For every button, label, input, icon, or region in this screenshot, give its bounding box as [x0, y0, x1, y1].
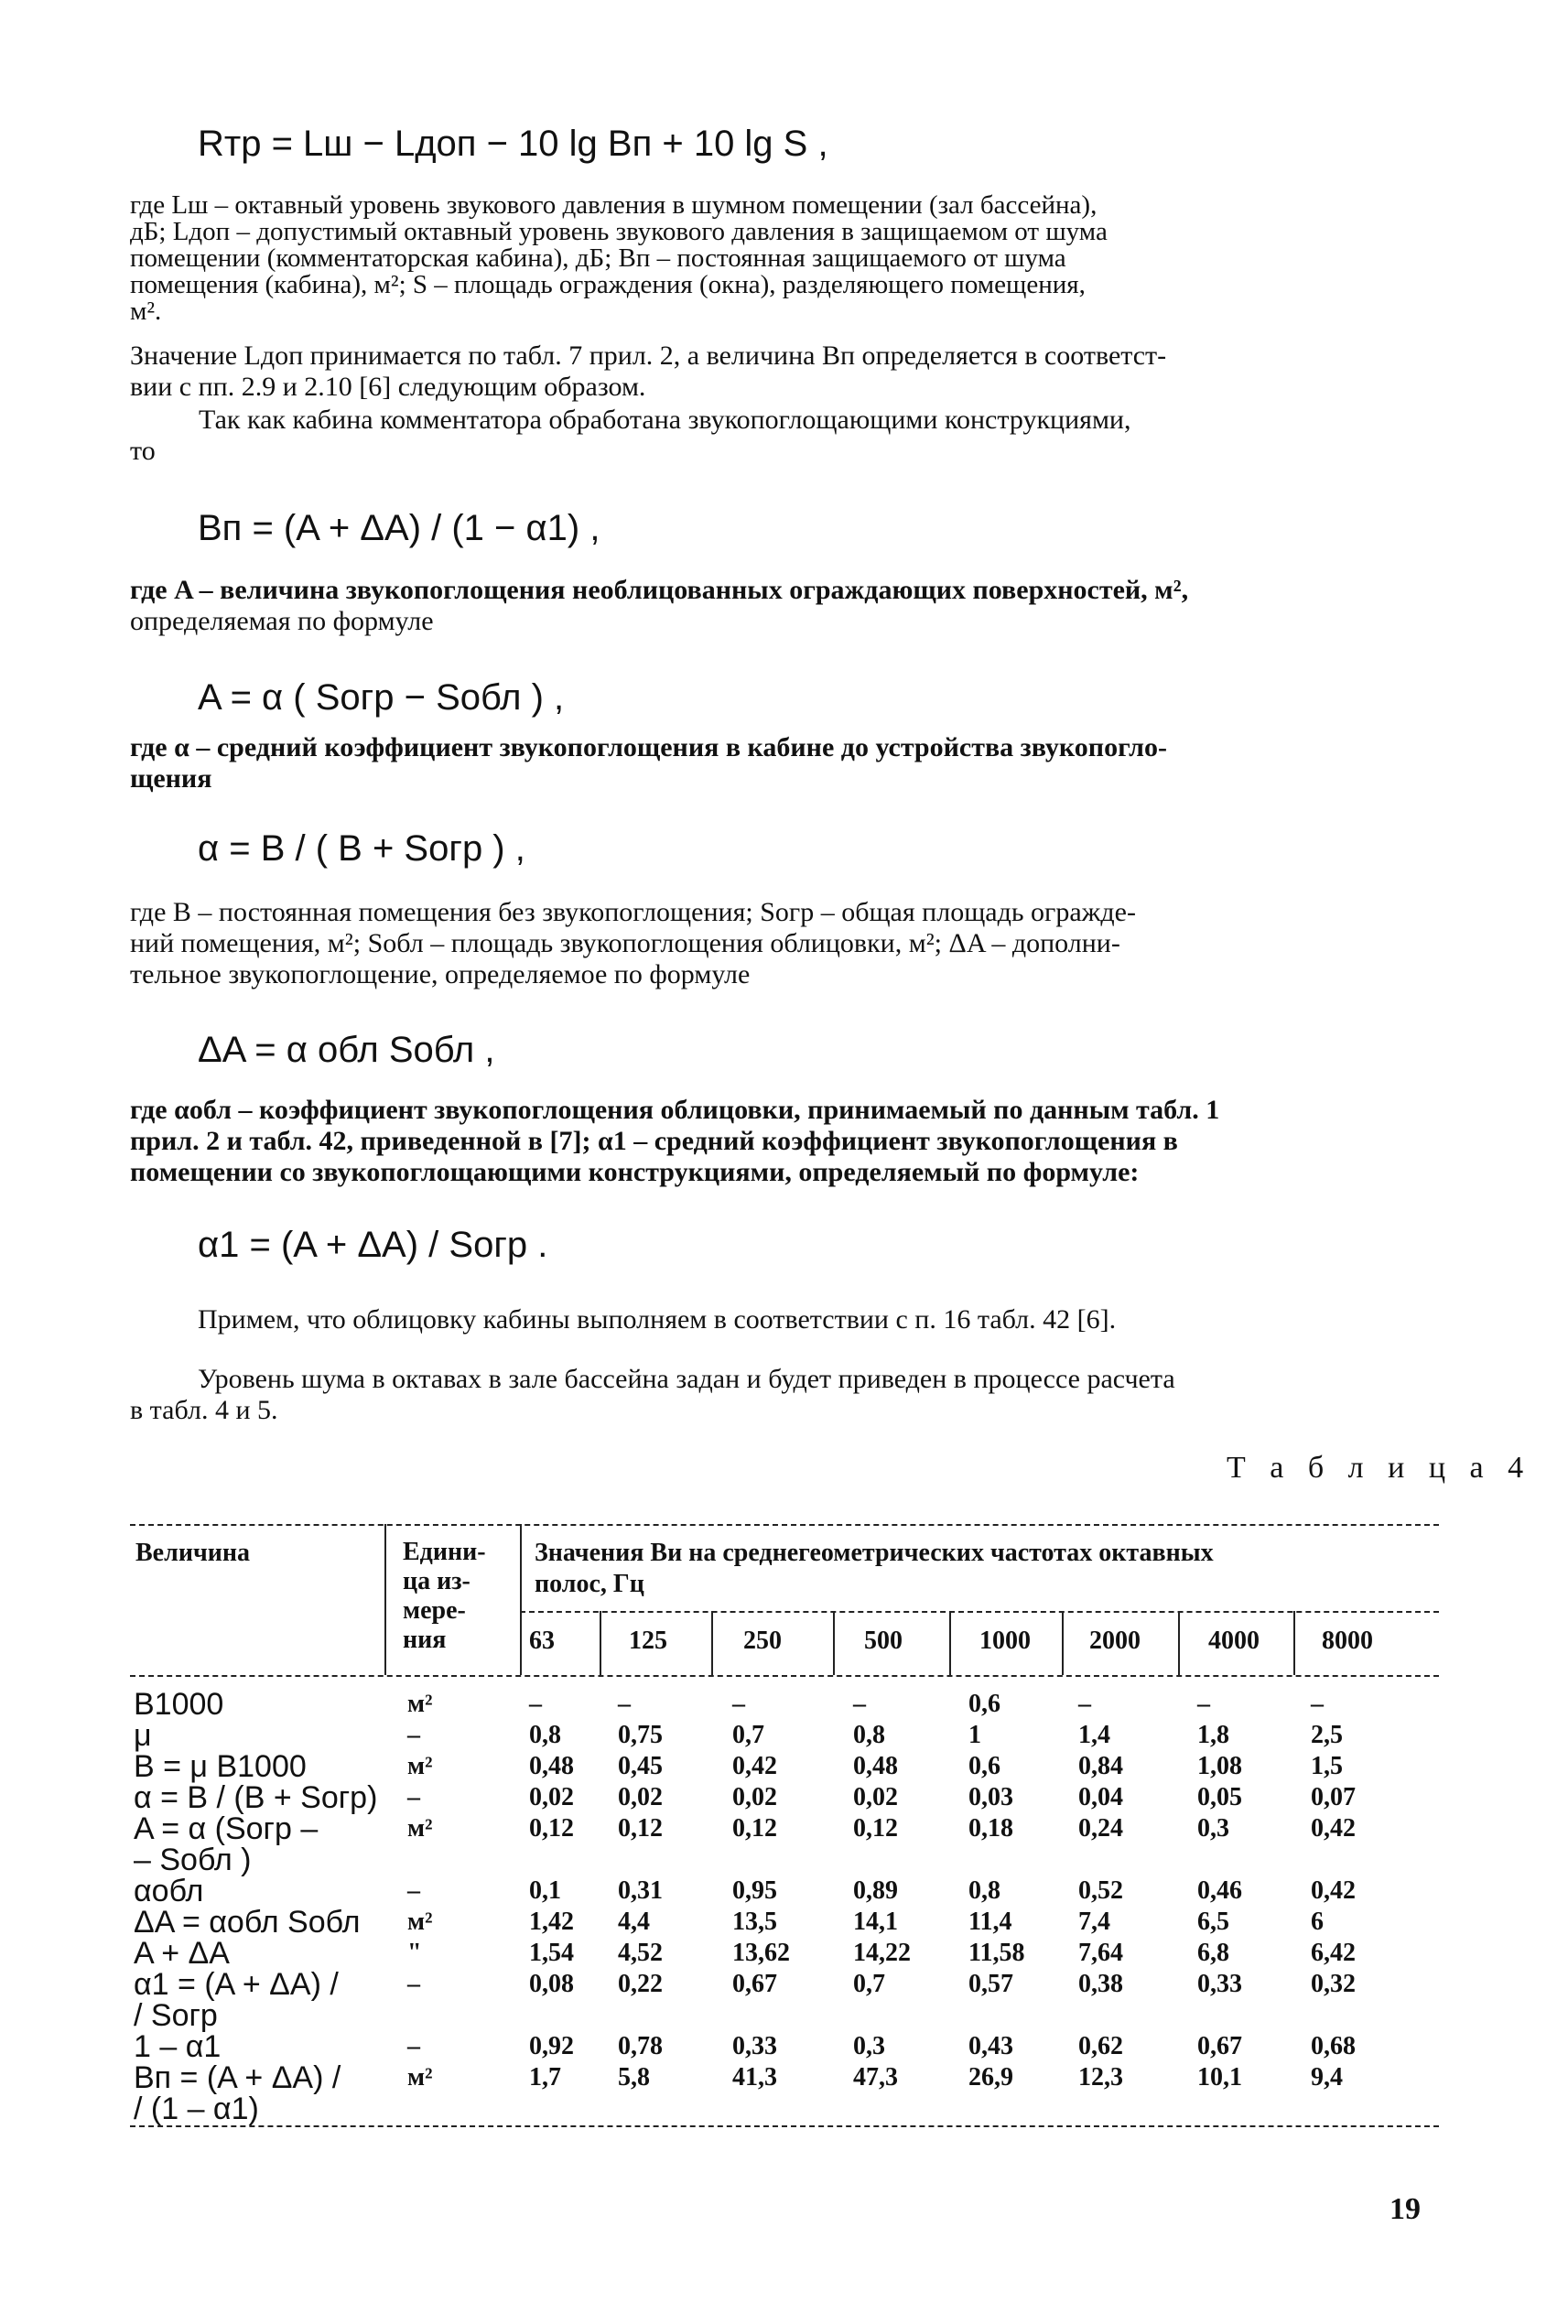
- text-line: Уровень шума в октавах в зале бассейна задан и будет приведен в процессе расчета: [198, 1364, 1175, 1394]
- row-label: [134, 1813, 318, 1875]
- row-label-line: 1 – α1: [134, 2029, 222, 2064]
- table-cell: 0,02: [732, 1783, 777, 1811]
- row-label: [134, 1907, 360, 1938]
- text-line: м².: [130, 297, 162, 326]
- table-cell: 0,12: [529, 1814, 574, 1843]
- table-cell: 0,33: [732, 2032, 777, 2060]
- table-cell: 11,58: [968, 1939, 1025, 1967]
- formula-rtr: Rтр = Lш − Lдоп − 10 lg Bп + 10 lg S ,: [198, 124, 828, 164]
- table-cell: 0,02: [618, 1783, 663, 1811]
- paragraph-definitions: [130, 192, 1448, 325]
- header-unit-line: ца из-: [403, 1567, 470, 1595]
- text-line: дБ; Lдоп – допустимый октавный уровень звукового давления в защищаемом от шума: [130, 217, 1108, 246]
- table-cell: 14,1: [853, 1908, 898, 1936]
- text-line: вии с пп. 2.9 и 2.10 [6] следующим образом.: [130, 372, 646, 402]
- table-cell: 13,62: [732, 1939, 790, 1967]
- table-cell: 0,92: [529, 2032, 574, 2060]
- table-cell: 0,43: [968, 2032, 1013, 2060]
- table-cell: 4,4: [618, 1908, 650, 1936]
- text-line: тельное звукопоглощение, определяемое по формуле: [130, 959, 751, 989]
- table-cell: 41,3: [732, 2063, 777, 2092]
- row-unit: ": [407, 1939, 422, 1967]
- freq-header-cell: 500: [864, 1627, 903, 1655]
- table-cell: –: [853, 1690, 866, 1718]
- row-unit: –: [407, 1876, 420, 1905]
- table-cell: 0,12: [732, 1814, 777, 1843]
- text-line: щения: [130, 763, 212, 794]
- header-unit: [403, 1538, 486, 1655]
- col-divider: [1293, 1611, 1295, 1675]
- table-cell: 0,08: [529, 1970, 574, 1998]
- freq-header-cell: 250: [743, 1627, 782, 1655]
- header-group-line: Значения Bи на среднегеометрических частотах октавных: [535, 1539, 1214, 1567]
- table-cell: 1,7: [529, 2063, 561, 2092]
- formula-a: A = α ( Sогр − Sобл ) ,: [198, 677, 565, 718]
- table-cell: 0,45: [618, 1752, 663, 1780]
- table-cell: 0,22: [618, 1970, 663, 1998]
- text-line: в табл. 4 и 5.: [130, 1395, 278, 1425]
- table-cell: –: [1197, 1690, 1210, 1718]
- row-unit: –: [407, 1783, 420, 1811]
- table-cell: 14,22: [853, 1939, 911, 1967]
- table-cell: 13,5: [732, 1908, 777, 1936]
- paragraph-b: [130, 897, 1136, 990]
- paragraph-cladding: Примем, что облицовку кабины выполняем в соответствии с п. 16 табл. 42 [6].: [198, 1304, 1117, 1335]
- table-cell: 4,52: [618, 1939, 663, 1967]
- table-cell: 0,8: [968, 1876, 1000, 1905]
- formula-delta-a: ΔA = α обл Sобл ,: [198, 1030, 495, 1070]
- table-cell: 0,31: [618, 1876, 663, 1905]
- text-line: где α – средний коэффициент звукопоглощения в кабине до устройства звукопогло-: [130, 732, 1167, 762]
- table-cell: 1,4: [1078, 1721, 1110, 1749]
- text-line: определяемая по формуле: [130, 606, 434, 636]
- paragraph-a: [130, 575, 1188, 637]
- paragraph-cabin: [130, 405, 1130, 467]
- table-cell: 10,1: [1197, 2063, 1242, 2092]
- table-cell: 0,75: [618, 1721, 663, 1749]
- table-cell: 0,7: [853, 1970, 885, 1998]
- table-cell: 0,48: [853, 1752, 898, 1780]
- text-line: то: [130, 436, 156, 466]
- table-cell: 0,3: [1197, 1814, 1229, 1843]
- row-label-line: B1000: [134, 1687, 224, 1722]
- freq-header-cell: 4000: [1208, 1627, 1260, 1655]
- table-cell: 0,78: [618, 2032, 663, 2060]
- formula-alpha: α = B / ( B + Sогр ) ,: [198, 828, 525, 869]
- table-cell: 0,89: [853, 1876, 898, 1905]
- paragraph-noise: [130, 1364, 1175, 1426]
- table-title: Т а б л и ц а 4: [1227, 1451, 1532, 1485]
- table-cell: –: [732, 1690, 745, 1718]
- row-unit: –: [407, 1970, 420, 1998]
- col-divider: [384, 1524, 386, 1675]
- table-cell: 0,12: [853, 1814, 898, 1843]
- table-cell: 0,8: [853, 1721, 885, 1749]
- row-label-line: Bп = (A + ΔA) /: [134, 2060, 341, 2095]
- row-label: [134, 1969, 339, 2031]
- table-cell: 0,38: [1078, 1970, 1123, 1998]
- row-unit: –: [407, 1721, 420, 1749]
- row-unit: м²: [407, 1908, 433, 1936]
- col-divider: [711, 1611, 713, 1675]
- text-line: прил. 2 и табл. 42, приведенной в [7]; α1 – средний коэффициент звукопоглощения в: [130, 1126, 1178, 1156]
- freq-header-cell: 63: [529, 1627, 555, 1655]
- table-cell: 6,42: [1311, 1939, 1356, 1967]
- freq-header-cell: 1000: [979, 1627, 1031, 1655]
- row-label: [134, 1720, 152, 1751]
- paragraph-ldop: [130, 340, 1166, 403]
- table-cell: 11,4: [968, 1908, 1012, 1936]
- table-cell: 0,6: [968, 1752, 1000, 1780]
- row-label: [134, 2062, 341, 2124]
- table-cell: 0,68: [1311, 2032, 1356, 2060]
- table-cell: 0,6: [968, 1690, 1000, 1718]
- table-bottom-rule: [130, 2125, 1439, 2127]
- table-cell: 9,4: [1311, 2063, 1343, 2092]
- row-label: [134, 2031, 221, 2062]
- text-line: помещении (комментаторская кабина), дБ; Bп – постоянная защищаемого от шума: [130, 243, 1066, 273]
- header-group-line: полос, Гц: [535, 1570, 644, 1598]
- header-unit-line: ния: [403, 1626, 447, 1654]
- table-cell: 0,03: [968, 1783, 1013, 1811]
- table-cell: 0,1: [529, 1876, 561, 1905]
- table-cell: 0,42: [732, 1752, 777, 1780]
- text-line: Так как кабина комментатора обработана звукопоглощающими конструкциями,: [199, 405, 1131, 435]
- table-cell: 0,07: [1311, 1783, 1356, 1811]
- col-divider: [833, 1611, 835, 1675]
- text-line: где αобл – коэффициент звукопоглощения облицовки, принимаемый по данным табл. 1: [130, 1095, 1220, 1125]
- text-line: где A – величина звукопоглощения необлицованных ограждающих поверхностей, м²,: [130, 575, 1189, 605]
- table-cell: 0,8: [529, 1721, 561, 1749]
- text-line: помещении со звукопоглощающими конструкциями, определяемый по формуле:: [130, 1157, 1140, 1187]
- table-cell: 1: [968, 1721, 981, 1749]
- row-label: [134, 1782, 377, 1813]
- table-cell: 0,7: [732, 1721, 764, 1749]
- table-cell: 12,3: [1078, 2063, 1123, 2092]
- table-cell: 0,18: [968, 1814, 1013, 1843]
- table-cell: 26,9: [968, 2063, 1013, 2092]
- table-cell: 1,8: [1197, 1721, 1229, 1749]
- paragraph-alpha-obl: [130, 1095, 1219, 1188]
- table-cell: 7,64: [1078, 1939, 1123, 1967]
- row-label-line: α = B / (B + Sогр): [134, 1780, 378, 1815]
- table-cell: 0,67: [1197, 2032, 1242, 2060]
- row-label-line: α1 = (A + ΔA) /: [134, 1967, 339, 2002]
- text-line: Значение Lдоп принимается по табл. 7 прил. 2, а величина Bп определяется в соответст-: [130, 340, 1167, 371]
- header-unit-line: мере-: [403, 1596, 466, 1625]
- table-cell: 0,05: [1197, 1783, 1242, 1811]
- table-cell: 6,5: [1197, 1908, 1229, 1936]
- table-cell: –: [529, 1690, 542, 1718]
- row-label-line: αобл: [134, 1874, 204, 1908]
- table-cell: 2,5: [1311, 1721, 1343, 1749]
- row-unit: –: [407, 2032, 420, 2060]
- row-label: [134, 1689, 223, 1720]
- col-divider: [949, 1611, 951, 1675]
- row-unit: м²: [407, 1752, 433, 1780]
- table-cell: –: [618, 1690, 631, 1718]
- table-cell: 0,33: [1197, 1970, 1242, 1998]
- freq-header-cell: 8000: [1322, 1627, 1373, 1655]
- col-divider: [600, 1611, 601, 1675]
- row-label-line: ΔA = αобл Sобл: [134, 1905, 361, 1940]
- freq-header-cell: 125: [629, 1627, 667, 1655]
- page-number: 19: [1390, 2192, 1421, 2226]
- table-cell: 0,95: [732, 1876, 777, 1905]
- table-cell: 6,8: [1197, 1939, 1229, 1967]
- table-cell: 0,46: [1197, 1876, 1242, 1905]
- row-label-line: A + ΔA: [134, 1936, 230, 1971]
- freq-header-cell: 2000: [1089, 1627, 1141, 1655]
- row-label: [134, 1875, 203, 1907]
- header-values-group: [535, 1538, 1214, 1600]
- table-cell: 0,48: [529, 1752, 574, 1780]
- table-cell: 6: [1311, 1908, 1324, 1936]
- formula-alpha1: α1 = (A + ΔA) / Sогр .: [198, 1225, 548, 1265]
- formula-bp: Bп = (A + ΔA) / (1 − α1) ,: [198, 508, 600, 548]
- table-cell: –: [1311, 1690, 1324, 1718]
- table-cell: 1,54: [529, 1939, 574, 1967]
- table-cell: 0,42: [1311, 1876, 1356, 1905]
- table-cell: 47,3: [853, 2063, 898, 2092]
- table-cell: 0,52: [1078, 1876, 1123, 1905]
- freq-header-rule: [520, 1611, 1439, 1613]
- text-line: где Lш – октавный уровень звукового давления в шумном помещении (зал бассейна),: [130, 190, 1098, 220]
- table-cell: –: [1078, 1690, 1091, 1718]
- col-divider: [520, 1524, 522, 1675]
- table-cell: 0,62: [1078, 2032, 1123, 2060]
- row-label-line: B = μ B1000: [134, 1749, 307, 1784]
- header-unit-line: Едини-: [403, 1538, 486, 1566]
- header-quantity: Величина: [135, 1539, 251, 1567]
- table-cell: 0,42: [1311, 1814, 1356, 1843]
- table-cell: 0,02: [529, 1783, 574, 1811]
- table-cell: 1,42: [529, 1908, 574, 1936]
- row-label-line: / Sогр: [134, 1998, 218, 2033]
- row-label-line: μ: [134, 1718, 152, 1753]
- table-cell: 0,67: [732, 1970, 777, 1998]
- row-unit: м²: [407, 1814, 433, 1843]
- col-divider: [1062, 1611, 1064, 1675]
- text-line: помещения (кабина), м²; S – площадь ограждения (окна), разделяющего помещения,: [130, 270, 1086, 299]
- table-cell: 7,4: [1078, 1908, 1110, 1936]
- col-divider: [1178, 1611, 1180, 1675]
- table-top-rule: [130, 1524, 1439, 1526]
- row-label-line: A = α (Sогр –: [134, 1811, 319, 1846]
- header-bottom-rule: [130, 1675, 1439, 1677]
- table-cell: 1,5: [1311, 1752, 1343, 1780]
- row-label: [134, 1938, 230, 1969]
- table-cell: 0,24: [1078, 1814, 1123, 1843]
- table-cell: 5,8: [618, 2063, 650, 2092]
- row-unit: м²: [407, 1690, 433, 1718]
- row-label: [134, 1751, 307, 1782]
- table-cell: 0,32: [1311, 1970, 1356, 1998]
- table-cell: 1,08: [1197, 1752, 1242, 1780]
- row-label-line: / (1 – α1): [134, 2092, 259, 2126]
- table-cell: 0,02: [853, 1783, 898, 1811]
- table-cell: 0,84: [1078, 1752, 1123, 1780]
- table-cell: 0,12: [618, 1814, 663, 1843]
- paragraph-alpha: [130, 732, 1167, 794]
- table-cell: 0,57: [968, 1970, 1013, 1998]
- text-line: где B – постоянная помещения без звукопоглощения; Sогр – общая площадь огражде-: [130, 897, 1136, 927]
- text-line: ний помещения, м²; Sобл – площадь звукопоглощения облицовки, м²; ΔA – дополни-: [130, 928, 1120, 958]
- table-cell: 0,3: [853, 2032, 885, 2060]
- row-unit: м²: [407, 2063, 433, 2092]
- table-cell: 0,04: [1078, 1783, 1123, 1811]
- row-label-line: – Sобл ): [134, 1843, 252, 1877]
